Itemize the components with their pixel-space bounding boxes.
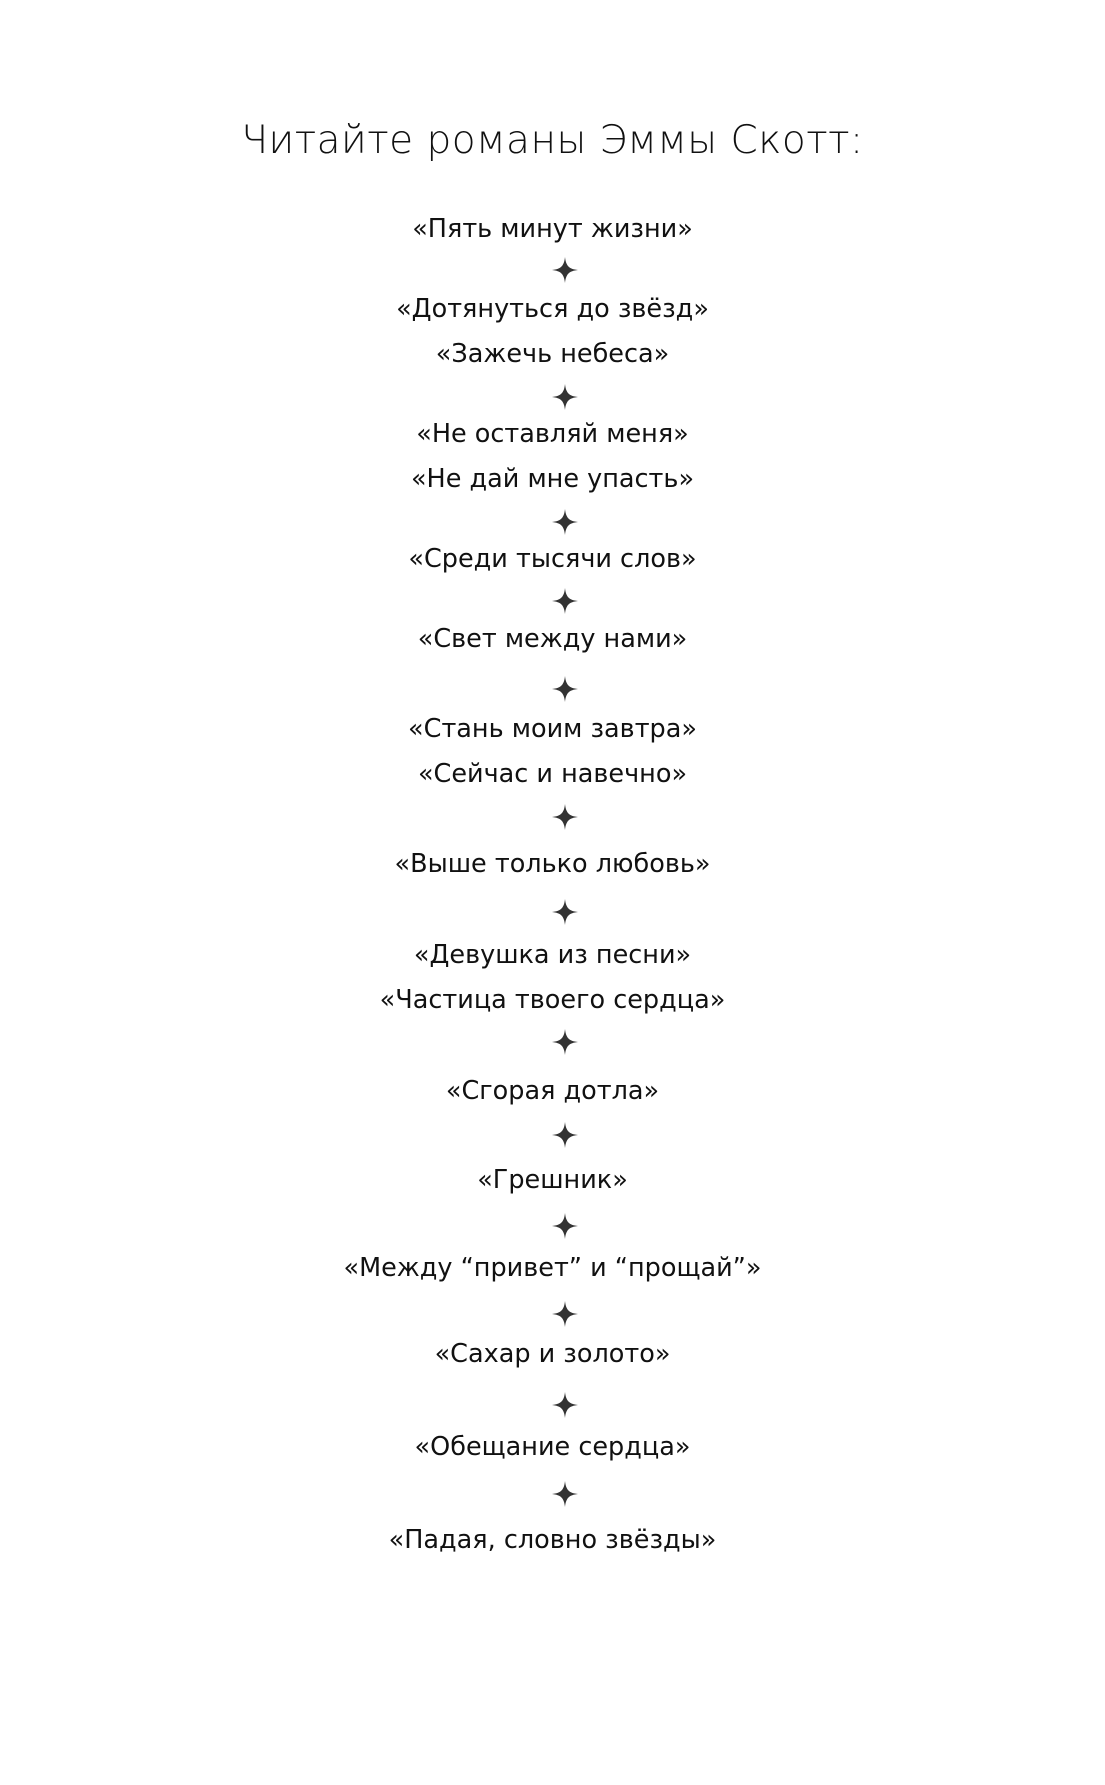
star-divider-icon <box>552 1122 578 1148</box>
star-divider-icon <box>552 804 578 830</box>
page-title: Читайте романы Эммы Скотт: <box>241 118 864 163</box>
star-divider-icon <box>552 1481 578 1507</box>
book-title: «Стань моим завтра» <box>408 714 697 744</box>
book-title: «Грешник» <box>477 1165 628 1195</box>
book-title: «Дотянуться до звёзд» <box>396 294 709 324</box>
book-title: «Девушка из песни» <box>413 940 692 970</box>
book-title: «Не дай мне упасть» <box>410 464 695 494</box>
star-divider-icon <box>552 1029 578 1055</box>
book-title: «Падая, словно звёзды» <box>388 1525 717 1555</box>
book-title: «Между “привет” и “прощай”» <box>343 1253 762 1283</box>
book-title: «Частица твоего сердца» <box>379 985 726 1015</box>
star-divider-icon <box>552 1213 578 1239</box>
star-divider-icon <box>552 899 578 925</box>
star-divider-icon <box>552 257 578 283</box>
book-title: «Обещание сердца» <box>414 1432 691 1462</box>
star-divider-icon <box>552 1392 578 1418</box>
star-divider-icon <box>552 588 578 614</box>
book-title: «Пять минут жизни» <box>412 214 693 244</box>
star-divider-icon <box>552 384 578 410</box>
book-title: «Сейчас и навечно» <box>417 759 688 789</box>
book-title: «Сгорая дотла» <box>445 1076 660 1106</box>
book-title: «Не оставляй меня» <box>416 419 689 449</box>
star-divider-icon <box>552 1301 578 1327</box>
book-title: «Выше только любовь» <box>394 849 711 879</box>
book-title: «Свет между нами» <box>417 624 688 654</box>
book-title: «Среди тысячи слов» <box>408 544 697 574</box>
star-divider-icon <box>552 509 578 535</box>
book-title: «Зажечь небеса» <box>435 339 670 369</box>
book-title: «Сахар и золото» <box>434 1339 671 1369</box>
star-divider-icon <box>552 676 578 702</box>
